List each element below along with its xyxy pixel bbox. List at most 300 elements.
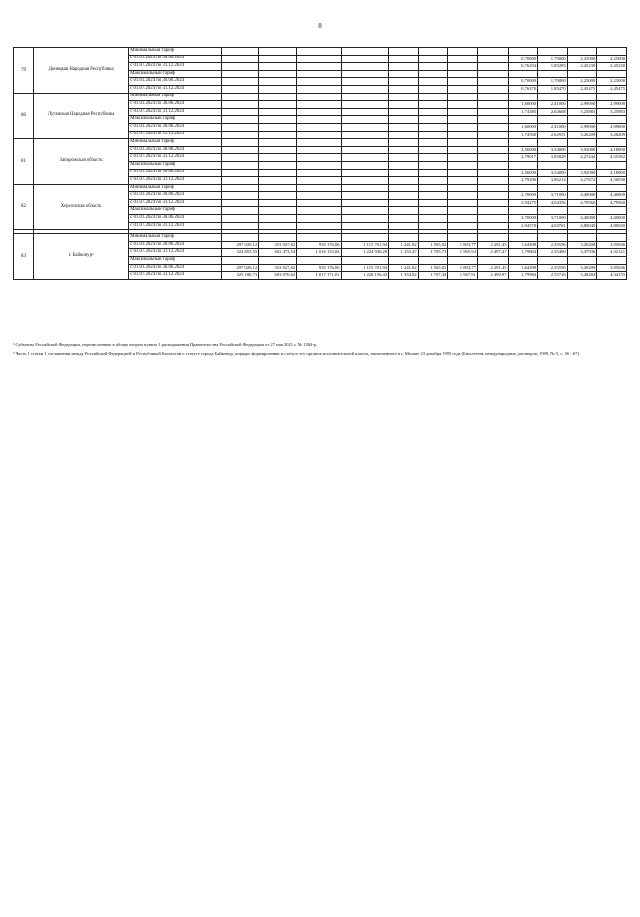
empty-cell <box>418 207 448 215</box>
period-label: с 01.07.2024 по 31.12.2024 <box>129 63 222 71</box>
tariff-value: 2 499,97 <box>477 272 508 280</box>
empty-cell <box>341 70 389 78</box>
period-label: с 01.07.2024 по 31.12.2024 <box>129 222 222 230</box>
empty-cell <box>508 161 538 169</box>
tariff-value <box>389 146 419 154</box>
tariff-value: 2,25000 <box>567 55 597 63</box>
tariff-value <box>259 108 297 116</box>
tariff-value <box>418 63 448 71</box>
tariff-value <box>477 177 508 185</box>
empty-cell <box>477 184 508 192</box>
empty-cell <box>341 207 389 215</box>
table-row <box>14 234 627 242</box>
tariff-value <box>448 199 478 207</box>
tariff-value: 2,25000 <box>567 78 597 86</box>
tariff-value: 1,64398 <box>508 264 538 272</box>
empty-cell <box>389 48 419 56</box>
empty-cell <box>448 234 478 242</box>
tariff-value <box>418 177 448 185</box>
tariff-value: 4,79560 <box>567 199 597 207</box>
region-name: Луганская Народная Республика <box>34 93 129 139</box>
tariff-value <box>222 177 259 185</box>
tariff-value: 1 565,02 <box>418 264 448 272</box>
empty-cell <box>297 184 341 192</box>
empty-cell <box>477 93 508 101</box>
tariff-value: 2,35556 <box>538 264 568 272</box>
empty-cell <box>448 48 478 56</box>
tariff-value: 3,54000 <box>538 169 568 177</box>
tariff-value <box>477 101 508 109</box>
empty-cell <box>259 207 297 215</box>
tariff-value: 3,71000 <box>538 192 568 200</box>
empty-cell <box>418 184 448 192</box>
empty-cell <box>477 139 508 147</box>
tariff-value <box>341 192 389 200</box>
tariff-value: 4,40000 <box>567 192 597 200</box>
tariff-value <box>222 123 259 131</box>
empty-cell <box>297 93 341 101</box>
region-number: 80 <box>14 93 34 139</box>
tariff-value <box>477 108 508 116</box>
tariff-value: 1,60000 <box>508 101 538 109</box>
empty-cell <box>508 207 538 215</box>
empty-cell <box>389 116 419 124</box>
empty-cell <box>389 257 419 265</box>
tariff-value: 3,26209 <box>597 131 627 139</box>
empty-cell <box>389 139 419 147</box>
tariff-value: 2,55716 <box>538 272 568 280</box>
empty-cell <box>297 116 341 124</box>
tariff-value: 2,62668 <box>538 108 568 116</box>
empty-cell <box>538 93 568 101</box>
empty-cell <box>538 139 568 147</box>
tariff-type-label: Минимальный тариф <box>129 139 222 147</box>
tariff-value: 2,41000 <box>538 101 568 109</box>
tariff-value <box>259 222 297 230</box>
period-label: с 01.01.2024 по 30.06.2024 <box>129 55 222 63</box>
table-row <box>14 48 627 56</box>
empty-cell <box>448 184 478 192</box>
tariff-value: 3,54000 <box>538 146 568 154</box>
tariff-value <box>448 215 478 223</box>
tariff-value: 4,56038 <box>597 177 627 185</box>
tariff-value <box>341 101 389 109</box>
tariff-value <box>297 131 341 139</box>
tariff-value <box>448 222 478 230</box>
tariff-value <box>297 215 341 223</box>
tariff-value: 0,70000 <box>508 78 538 86</box>
empty-cell <box>389 207 419 215</box>
tariff-value <box>418 78 448 86</box>
empty-cell <box>477 257 508 265</box>
tariff-value <box>341 108 389 116</box>
tariff-value: 3,20208 <box>567 264 597 272</box>
tariff-value: 2 291,45 <box>477 241 508 249</box>
tariff-value <box>389 101 419 109</box>
empty-cell <box>259 70 297 78</box>
tariff-value <box>448 55 478 63</box>
tariff-value: 1 707,44 <box>418 272 448 280</box>
tariff-value <box>297 154 341 162</box>
tariff-value: 2,79017 <box>508 154 538 162</box>
empty-cell <box>508 139 538 147</box>
tariff-value: 297 020,12 <box>222 264 259 272</box>
tariff-value <box>389 85 419 93</box>
tariff-value <box>389 199 419 207</box>
empty-cell <box>597 70 627 78</box>
tariff-value: 2,45230 <box>567 63 597 71</box>
empty-cell <box>538 207 568 215</box>
tariff-value <box>477 199 508 207</box>
tariff-value <box>418 85 448 93</box>
footnotes <box>13 342 627 361</box>
tariff-value <box>259 101 297 109</box>
tariff-value <box>341 55 389 63</box>
tariff-value: 4,40000 <box>567 215 597 223</box>
tariff-value: 603 076,62 <box>259 272 297 280</box>
tariff-value: 3,92000 <box>567 169 597 177</box>
region-number: 82 <box>14 184 34 230</box>
tariff-value <box>418 192 448 200</box>
tariff-value: 353 027,62 <box>259 264 297 272</box>
tariff-value: 4,27244 <box>567 154 597 162</box>
tariff-value: 2,45475 <box>567 85 597 93</box>
tariff-value <box>477 146 508 154</box>
empty-cell <box>222 234 259 242</box>
tariff-value: 1,79804 <box>508 249 538 257</box>
tariff-value <box>341 169 389 177</box>
tariff-value: 2,94570 <box>508 222 538 230</box>
tariff-value <box>297 78 341 86</box>
empty-cell <box>508 116 538 124</box>
tariff-value: 324 855,55 <box>222 249 259 257</box>
tariff-value <box>477 131 508 139</box>
region-name: Донецкая Народная Республика <box>34 48 129 94</box>
tariff-value: 1 241,82 <box>389 264 419 272</box>
tariff-value: 3,95046 <box>597 264 627 272</box>
period-label: с 01.01.2024 по 30.06.2024 <box>129 264 222 272</box>
tariff-value <box>418 108 448 116</box>
empty-cell <box>508 93 538 101</box>
tariff-value <box>448 131 478 139</box>
tariff-value <box>418 123 448 131</box>
tariff-value: 4,27672 <box>567 177 597 185</box>
tariff-value <box>297 199 341 207</box>
tariff-type-label: Максимальный тариф <box>129 70 222 78</box>
tariff-value: 1 016 153,84 <box>297 249 341 257</box>
tariff-value: 4,32121 <box>597 249 627 257</box>
tariff-value <box>259 131 297 139</box>
empty-cell <box>389 161 419 169</box>
tariff-value <box>341 215 389 223</box>
tariff-value: 2,79296 <box>508 177 538 185</box>
region-number: 81 <box>14 139 34 185</box>
empty-cell <box>567 184 597 192</box>
empty-cell <box>597 116 627 124</box>
empty-cell <box>448 93 478 101</box>
tariff-type-label: Максимальный тариф <box>129 116 222 124</box>
empty-cell <box>297 207 341 215</box>
empty-cell <box>597 207 627 215</box>
tariff-value: 0,76370 <box>508 85 538 93</box>
empty-cell <box>341 184 389 192</box>
tariff-value: 0,76294 <box>508 63 538 71</box>
period-label: с 01.01.2024 по 30.06.2024 <box>129 123 222 131</box>
tariff-value: 4,18000 <box>597 146 627 154</box>
empty-cell <box>567 70 597 78</box>
empty-cell <box>297 161 341 169</box>
tariff-type-label: Максимальный тариф <box>129 161 222 169</box>
tariff-value <box>448 154 478 162</box>
tariff-value <box>389 177 419 185</box>
empty-cell <box>597 184 627 192</box>
tariff-value <box>448 101 478 109</box>
tariff-value: 1,74385 <box>508 108 538 116</box>
tariff-value: 2,99000 <box>567 101 597 109</box>
tariff-type-label: Максимальный тариф <box>129 257 222 265</box>
period-label: с 01.07.2024 по 31.12.2024 <box>129 177 222 185</box>
tariff-value <box>259 55 297 63</box>
period-label: с 01.07.2024 по 31.12.2024 <box>129 108 222 116</box>
tariff-value <box>448 63 478 71</box>
period-label: с 01.01.2024 по 30.06.2024 <box>129 215 222 223</box>
empty-cell <box>477 207 508 215</box>
region-name: Запорожская область <box>34 139 129 185</box>
tariff-value: 4,04761 <box>538 222 568 230</box>
empty-cell <box>259 139 297 147</box>
tariff-value: 1 565,02 <box>418 241 448 249</box>
tariff-value: 4,18000 <box>597 169 627 177</box>
tariff-value: 4,79560 <box>597 199 627 207</box>
empty-cell <box>597 93 627 101</box>
empty-cell <box>341 257 389 265</box>
tariff-value <box>222 192 259 200</box>
empty-cell <box>259 234 297 242</box>
tariff-value <box>418 154 448 162</box>
tariff-value <box>222 85 259 93</box>
empty-cell <box>418 161 448 169</box>
tariff-value <box>341 154 389 162</box>
tariff-value <box>222 169 259 177</box>
footnote: ³ Часть 1 статьи 1 соглашения между Российской Федерацией и Республикой Казахстан о статусе города Байконур, порядке формирования и статусе его органов исполнительной власти, заключенного в г. Москве 23 декабря 1995 года (Бюллетень международных договоров, 1999, № 5, с. 56 - 67). <box>13 351 580 357</box>
tariff-value <box>418 55 448 63</box>
tariff-value: 1 705,73 <box>418 249 448 257</box>
tariff-value: 2,56000 <box>508 146 538 154</box>
tariff-value: 4,40000 <box>597 192 627 200</box>
empty-cell <box>538 184 568 192</box>
tariff-value <box>341 146 389 154</box>
tariff-value <box>448 169 478 177</box>
empty-cell <box>448 207 478 215</box>
tariff-type-label: Минимальный тариф <box>129 93 222 101</box>
empty-cell <box>477 234 508 242</box>
tariff-value <box>222 101 259 109</box>
empty-cell <box>597 161 627 169</box>
empty-cell <box>418 116 448 124</box>
tariff-value <box>341 177 389 185</box>
empty-cell <box>259 184 297 192</box>
table-row <box>14 139 627 147</box>
tariff-value <box>297 85 341 93</box>
tariff-value <box>418 215 448 223</box>
empty-cell <box>477 48 508 56</box>
tariff-value: 4,04356 <box>538 199 568 207</box>
tariff-value: 2,99000 <box>597 101 627 109</box>
empty-cell <box>448 161 478 169</box>
tariff-value <box>448 85 478 93</box>
tariff-value <box>297 63 341 71</box>
tariff-value: 1 115 701,94 <box>341 264 389 272</box>
tariff-value: 1,64398 <box>508 241 538 249</box>
period-label: с 01.01.2024 по 30.06.2024 <box>129 169 222 177</box>
tariff-value: 2,55460 <box>538 249 568 257</box>
empty-cell <box>389 70 419 78</box>
tariff-value: 3,26209 <box>567 131 597 139</box>
tariff-value: 2 291,45 <box>477 264 508 272</box>
tariff-value: 2,99000 <box>597 123 627 131</box>
tariff-value <box>477 169 508 177</box>
tariff-value: 2,41000 <box>538 123 568 131</box>
period-label: с 01.07.2024 по 31.12.2024 <box>129 154 222 162</box>
tariff-value: 353 027,62 <box>259 241 297 249</box>
empty-cell <box>259 116 297 124</box>
empty-cell <box>222 257 259 265</box>
empty-cell <box>508 257 538 265</box>
tariff-value <box>477 78 508 86</box>
tariff-value <box>389 215 419 223</box>
tariff-value <box>259 169 297 177</box>
empty-cell <box>297 70 341 78</box>
tariff-value: 1 803,77 <box>448 241 478 249</box>
empty-cell <box>222 48 259 56</box>
tariff-value <box>297 222 341 230</box>
tariff-value: 2,99000 <box>567 123 597 131</box>
tariff-value <box>222 55 259 63</box>
empty-cell <box>341 93 389 101</box>
tariff-value <box>259 192 297 200</box>
table-row <box>14 93 627 101</box>
table-row <box>14 184 627 192</box>
tariff-type-label: Минимальный тариф <box>129 184 222 192</box>
empty-cell <box>418 70 448 78</box>
period-label: с 01.07.2024 по 31.12.2024 <box>129 199 222 207</box>
period-label: с 01.01.2024 по 30.06.2024 <box>129 192 222 200</box>
tariff-value: 4,34155 <box>597 272 627 280</box>
period-label: с 01.01.2024 по 30.06.2024 <box>129 101 222 109</box>
tariff-value: 3,25883 <box>597 108 627 116</box>
tariff-value: 1 353,47 <box>389 249 419 257</box>
tariff-value <box>341 199 389 207</box>
empty-cell <box>341 139 389 147</box>
tariff-value <box>259 154 297 162</box>
tariff-value: 2,25000 <box>597 78 627 86</box>
empty-cell <box>567 116 597 124</box>
tariff-value: 1 115 701,94 <box>341 241 389 249</box>
empty-cell <box>418 93 448 101</box>
empty-cell <box>538 257 568 265</box>
tariff-value <box>259 123 297 131</box>
empty-cell <box>508 234 538 242</box>
tariff-value: 2,35556 <box>538 241 568 249</box>
tariff-value <box>389 169 419 177</box>
tariff-value: 1 803,77 <box>448 264 478 272</box>
tariff-value: 1 241,82 <box>389 241 419 249</box>
tariff-value <box>297 192 341 200</box>
empty-cell <box>477 161 508 169</box>
empty-cell <box>477 70 508 78</box>
empty-cell <box>222 70 259 78</box>
footnote: ² Субъекты Российской Федерации, перечисленные в абзаце втором пункта 1 распоряжения Правительства Российской Федерации от 27 мая 2021 г. № 1384-р. <box>13 342 317 347</box>
empty-cell <box>477 116 508 124</box>
empty-cell <box>567 257 597 265</box>
tariff-value <box>222 108 259 116</box>
empty-cell <box>448 257 478 265</box>
tariff-value: 3,92000 <box>567 146 597 154</box>
tariff-value <box>418 199 448 207</box>
tariff-value: 3,48284 <box>567 272 597 280</box>
tariff-value: 1,85470 <box>538 85 568 93</box>
tariff-value: 2,45230 <box>597 63 627 71</box>
tariff-value: 3,71000 <box>538 215 568 223</box>
region-number: 83 <box>14 234 34 280</box>
tariff-value <box>222 215 259 223</box>
empty-cell <box>389 234 419 242</box>
tariff-value <box>448 108 478 116</box>
tariff-value: 1,79984 <box>508 272 538 280</box>
tariff-value: 1,70000 <box>538 78 568 86</box>
tariff-value <box>477 85 508 93</box>
tariff-value <box>418 146 448 154</box>
empty-cell <box>259 257 297 265</box>
tariff-type-label: Максимальный тариф <box>129 207 222 215</box>
tariff-value <box>448 177 478 185</box>
tariff-value <box>477 55 508 63</box>
tariff-value: 2,94275 <box>508 199 538 207</box>
tariff-value <box>297 108 341 116</box>
empty-cell <box>222 93 259 101</box>
empty-cell <box>567 139 597 147</box>
tariff-value <box>477 215 508 223</box>
tariff-value <box>477 63 508 71</box>
empty-cell <box>597 48 627 56</box>
tariff-value <box>259 177 297 185</box>
tariff-value: 4,80040 <box>567 222 597 230</box>
tariff-value <box>448 123 478 131</box>
region-name: Херсонская область <box>34 184 129 230</box>
tariff-value <box>341 222 389 230</box>
tariff-value <box>389 55 419 63</box>
tariff-value <box>222 222 259 230</box>
period-label: с 01.01.2024 по 30.06.2024 <box>129 241 222 249</box>
empty-cell <box>597 257 627 265</box>
tariff-value: 2,25000 <box>597 55 627 63</box>
empty-cell <box>259 93 297 101</box>
tariff-value <box>222 154 259 162</box>
tariff-value: 1 226 156,43 <box>341 272 389 280</box>
period-label: с 01.07.2024 по 31.12.2024 <box>129 272 222 280</box>
tariff-value: 1,85285 <box>538 63 568 71</box>
empty-cell <box>222 184 259 192</box>
tariff-value <box>389 222 419 230</box>
tariff-value <box>297 169 341 177</box>
tariff-value <box>389 131 419 139</box>
region-name: г. Байконур³ <box>34 234 129 280</box>
tariff-value: 4,80040 <box>597 222 627 230</box>
tariff-value <box>222 63 259 71</box>
tariff-value <box>477 123 508 131</box>
empty-cell <box>389 93 419 101</box>
tariff-value: 3,85828 <box>538 154 568 162</box>
